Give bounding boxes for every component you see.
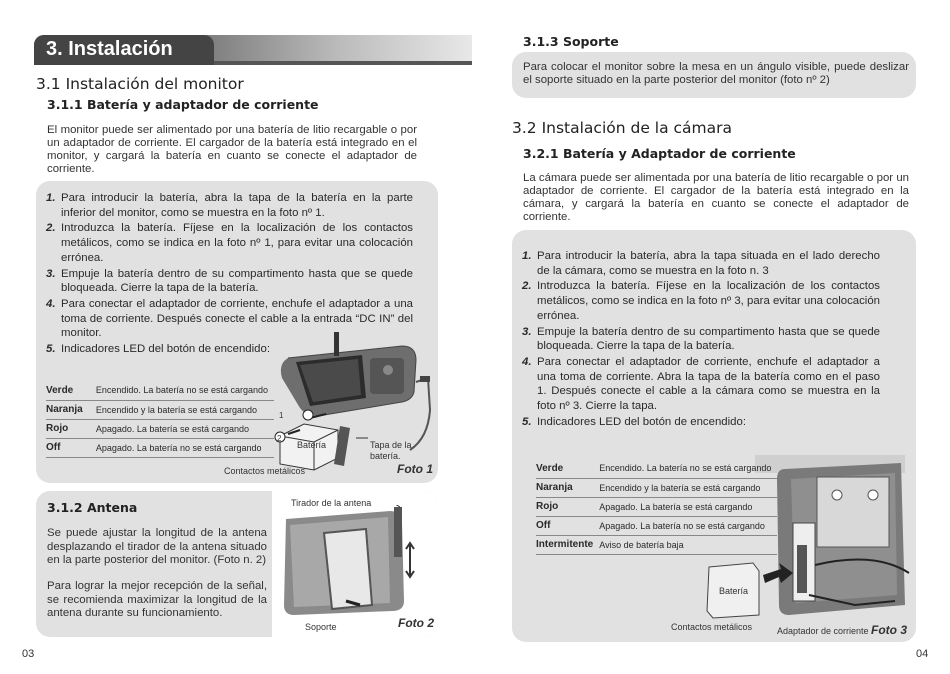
list-item: 5. Indicadores LED del botón de encendido:	[522, 415, 746, 428]
list-item: 1. Para introducir la batería, abra la tapa situada en el lado derecho de la cámara, como se muestra en la foto n. 3	[522, 250, 880, 277]
foto1-label: Foto 1	[397, 462, 433, 476]
subsection-321-heading: 3.2.1 Batería y Adaptador de corriente	[523, 146, 796, 161]
section-32-heading: 3.2 Instalación de la cámara	[512, 119, 733, 137]
foto1-tapa-label: Tapa de la batería.	[370, 440, 412, 461]
foto3-bateria-label: Batería	[719, 586, 749, 596]
marker-1: 1	[279, 411, 284, 420]
list-item: 2. Introduzca la batería. Fíjese en la localización de los contactos metálicos, como se indica en la foto nº 3, para evitar una colocación errónea.	[522, 280, 880, 322]
table-row: Intermitente Aviso de batería baja	[536, 535, 777, 554]
foto3-contactos-label: Contactos metálicos	[671, 622, 753, 632]
list-item: 1. Para introducir la batería, abra la tapa de la batería en la parte inferior del monitor, como se muestra en la foto nº 1.	[46, 192, 413, 219]
list-item: 4. Para conectar el adaptador de corriente, enchufe el adaptador a una toma de corriente. Después conecte el cable a la entrada “DC IN” del monitor.	[46, 297, 413, 340]
page-number-right: 04	[916, 648, 929, 660]
table-row: Off Apagado. La batería no se está cargando	[536, 516, 777, 535]
list-item: 5. Indicadores LED del botón de encendido:	[46, 343, 270, 356]
antenna-stand-illustration	[280, 505, 430, 617]
soporte-text: Para colocar el monitor sobre la mesa en un ángulo visible, puede deslizar el soporte situado en la parte posterior del monitor (foto nº 2)	[523, 61, 909, 86]
foto1-bateria-label: Batería	[297, 440, 327, 450]
foto1-contactos-label: Contactos metálicos	[224, 466, 306, 476]
table-row: Rojo Apagado. La batería se está cargando	[46, 419, 274, 438]
list-item: 3. Empuje la batería dentro de su compartimento hasta que se quede bloqueada. Cierre la tapa de la batería.	[46, 267, 413, 295]
table-row: Off Apagado. La batería no se está cargando	[46, 438, 274, 457]
foto2-label: Foto 2	[398, 616, 434, 630]
table-row: Naranja Encendido y la batería se está cargando	[536, 478, 777, 497]
intro-321: La cámara puede ser alimentada por una batería de litio recargable o por un adaptador de corriente. El cargador de la batería está integrado en la cámara, y cargará la batería en cuanto se conecte el adaptador de corriente.	[523, 172, 909, 223]
foto2-tirador-label: Tirador de la antena	[291, 498, 372, 508]
page-number-left: 03	[22, 648, 35, 660]
foto3-label: Foto 3	[871, 623, 907, 637]
table-row: Verde Encendido. La batería no se está cargando	[46, 381, 274, 400]
intro-311: El monitor puede ser alimentado por una batería de litio recargable o por un adaptador de corriente. El cargador de la batería está integrado en el monitor, y cargará la batería en cuanto se conecte el adaptador de corriente.	[47, 124, 417, 175]
monitor-led-table	[46, 381, 274, 458]
antena-paragraph-1: Se puede ajustar la longitud de la antena desplazando el tirador de la antena situado en la parte posterior del monitor. (Foto n. 2)	[47, 527, 267, 566]
section-31-heading: 3.1 Instalación del monitor	[36, 75, 244, 93]
table-row: Rojo Apagado. La batería se está cargando	[536, 497, 777, 516]
camera-steps-list	[522, 249, 880, 430]
foto2-soporte-label: Soporte	[305, 622, 337, 632]
list-item: 2. Introduzca la batería. Fíjese en la localización de los contactos metálicos, como se indica en la foto nº 1, para evitar una colocación errónea.	[46, 222, 413, 264]
subsection-312-heading: 3.1.2 Antena	[47, 500, 138, 515]
camera-led-table	[536, 459, 777, 555]
antena-paragraph-2: Para lograr la mejor recepción de la señal, se recomienda maximizar la longitud de la antena durante su funcionamiento.	[47, 580, 267, 619]
list-item: 3. Empuje la batería dentro de su compartimento hasta que se quede bloqueada. Cierre la tapa de la batería.	[522, 325, 880, 353]
foto3-adaptador-label: Adaptador de corriente	[777, 626, 869, 636]
subsection-311-heading: 3.1.1 Batería y adaptador de corriente	[47, 97, 319, 112]
subsection-313-heading: 3.1.3 Soporte	[523, 34, 619, 49]
marker-2: 2	[277, 434, 282, 443]
table-row: Naranja Encendido y la batería se está cargando	[46, 400, 274, 419]
table-row: Verde Encendido. La batería no se está cargando	[536, 459, 777, 478]
list-item: 4. Para conectar el adaptador de corriente, enchufe el adaptador a una toma de corriente. Abra la tapa de la batería como en el paso 1. Después conecte el cable a la cámara como se muestra en la foto nº 3. Cierre la tapa.	[522, 355, 880, 413]
chapter-title: 3. Instalación	[46, 38, 173, 60]
chapter-banner	[34, 35, 472, 65]
